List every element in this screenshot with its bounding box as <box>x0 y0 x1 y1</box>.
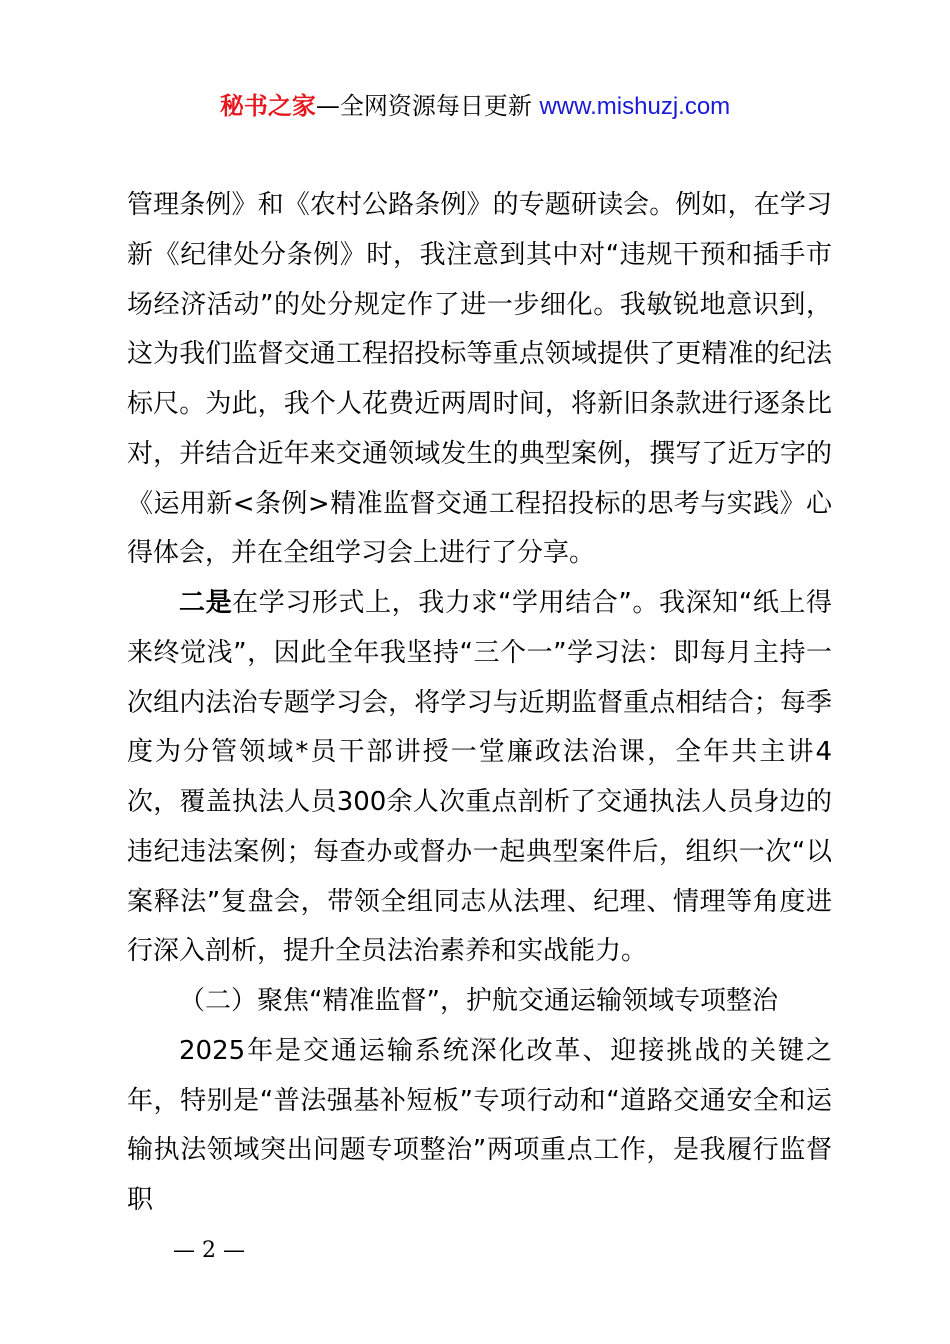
page-number: — 2 — <box>173 1238 245 1263</box>
banner-tagline: —全网资源每日更新 <box>315 92 540 120</box>
site-url-link[interactable]: www.mishuzj.com <box>539 93 731 120</box>
section-heading: （二）聚焦“精准监督”，护航交通运输领域专项整治 <box>179 986 778 1016</box>
document-body <box>127 181 832 1226</box>
paragraph-lead-label: 二是 <box>179 588 233 618</box>
paragraph-learning-form-text: 在学习形式上，我力求“学用结合”。我深知“纸上得来终觉浅”，因此全年我坚持“三个一”学习法：即每月主持一次组内法治专题学习会，将学习与近期监督重点相结合；每季度为分管领域*员干部讲授一堂廉政法治课，全年共主讲4次，覆盖执法人员300余人次重点剖析了交通执法人员身边的违纪违法案例；每查办或督办一起典型案件后，组织一次“以案释法”复盘会，带领全组同志从法理、纪理、情理等角度进行深入剖析，提升全员法治素养和实战能力。 <box>127 588 832 967</box>
paragraph-key-year: 2025年是交通运输系统深化改革、迎接挑战的关键之年，特别是“普法强基补短板”专项行动和“道路交通安全和运输执法领域突出问题专项整治”两项重点工作，是我履行监督职 <box>127 1035 832 1215</box>
brand-name: 秘书之家 <box>219 92 316 120</box>
paragraph-study-regulations: 管理条例》和《农村公路条例》的专题研读会。例如，在学习新《纪律处分条例》时，我注意到其中对“违规干预和插手市场经济活动”的处分规定作了进一步细化。我敏锐地意识到，这为我们监督交通工程招投标等重点领域提供了更精准的纪法标尺。为此，我个人花费近两周时间，将新旧条款进行逐条比对，并结合近年来交通领域发生的典型案例，撰写了近万字的《运用新<条例>精准监督交通工程招投标的思考与实践》心得体会，并在全组学习会上进行了分享。 <box>127 190 832 569</box>
site-banner <box>0 86 950 127</box>
paragraph-learning-form <box>127 579 832 977</box>
